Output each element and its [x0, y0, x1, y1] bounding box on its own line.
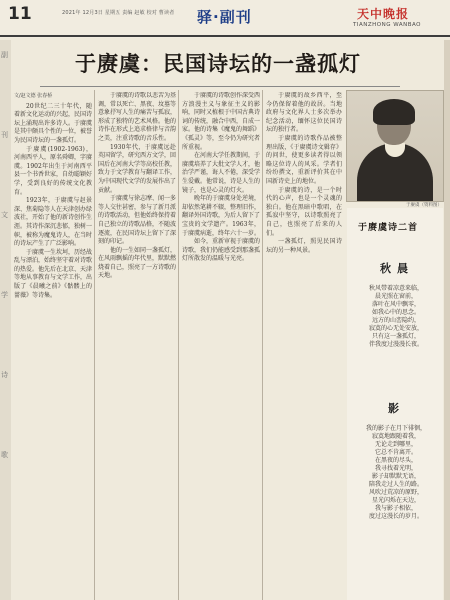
- paragraph: 于赓虞一生坎坷，历经战乱与漂泊，始终坚守着对诗歌的热爱。他先后在北京、天津等地从事教育与文学工作，出版了《晨曦之前》《骷髅上的蔷薇》等诗集。: [14, 248, 92, 299]
- poem-line: 无论走到哪里，: [374, 441, 417, 448]
- paragraph: 1923年，于赓虞与赵景深、焦菊隐等人在天津创办绿波社，开始了他的新诗创作生涯。其诗作深沉悲郁，独树一帜，被称为魔鬼诗人，在当时的诗坛产生了广泛影响。: [14, 197, 92, 248]
- paragraph: 于赓虞的故乡西平，至今仍保留着他的故居。当地政府与文化界人士多次举办纪念活动，缅怀这位民国诗坛的独行者。: [266, 92, 342, 134]
- page-number: 11: [8, 4, 32, 24]
- paper-name: 天中晚报: [357, 7, 410, 21]
- poem-line: 晨光照在窗前，: [374, 293, 417, 300]
- poem-line: 寂寞的心无处安放，: [368, 325, 423, 332]
- poem-line: 风吹过荒凉的原野，: [368, 489, 423, 496]
- paragraph: 于赓虞与徐志摩、闻一多等人交往甚密，参与了新月派的诗歌活动，但他始终保持着自己独立的诗歌品格，不随波逐流，在民国诗坛上留下了深刻的印记。: [98, 195, 176, 246]
- paragraph: 于赓虞的诗歌作品被整理出版，《于赓虞诗文辑存》的问世，使更多读者得以领略这位诗人的风采。学者们纷纷撰文，重新评价其在中国新诗史上的地位。: [266, 134, 342, 185]
- poem1-body: [354, 285, 438, 349]
- poem-line: 星光闪烁在天边，: [371, 497, 420, 504]
- poem2-title: 影: [388, 402, 399, 415]
- article-headline: 于赓虞：民国诗坛的一盏孤灯: [75, 52, 361, 76]
- binding-strip: [0, 40, 11, 600]
- column-rule: [94, 90, 95, 600]
- poem-line: 秋风带着凉意来临，: [368, 285, 423, 292]
- headline-rule: [40, 86, 400, 87]
- strip-glyph: 学: [1, 291, 8, 299]
- article-byline: 文/赵文德 张春桥: [14, 93, 53, 99]
- headline-area: [40, 44, 396, 80]
- poem-line: 伴我度过漫漫长夜。: [368, 341, 423, 348]
- strip-glyph: 文: [1, 211, 8, 219]
- section-title: 驿·副刊: [197, 8, 252, 26]
- portrait-hair: [373, 99, 415, 125]
- poem-line: 我的影子在月下徘徊，: [365, 425, 426, 432]
- paragraph: 如今，重新审视于赓虞的诗歌，我们仍能感受到那盏孤灯所散发的温暖与光亮。: [182, 238, 260, 263]
- column-rule: [178, 90, 179, 600]
- article-column-3: [182, 92, 260, 600]
- strip-glyph: 副: [1, 51, 8, 59]
- poem-line: 如我心中的思念。: [371, 309, 420, 316]
- paragraph: 于赓虞的诗歌创作深受西方浪漫主义与象征主义的影响，同时又植根于中国古典诗词的传统，融合中西，自成一家。他的诗集《魔鬼的舞蹈》《孤灵》等，至今仍为研究者所重视。: [182, 92, 260, 151]
- poem-box-title: 于赓虞诗二首: [358, 223, 419, 233]
- photo-caption: 于赓虞（资料图）: [406, 203, 442, 208]
- strip-glyph: 歌: [1, 451, 8, 459]
- poem-line: 影子却默默无语，: [371, 473, 420, 480]
- page-edge: [444, 40, 450, 600]
- paragraph: 一盏孤灯，照见民国诗坛的另一种风景。: [266, 238, 342, 254]
- poem-line: 度过这漫长的岁月。: [368, 513, 423, 520]
- poem-line: 我与影子相依，: [374, 505, 417, 512]
- article-column-2: [98, 92, 176, 600]
- header-rule: [0, 35, 450, 37]
- poem-line: 陪我走过人生的路。: [368, 481, 423, 488]
- poem-line: 落叶在风中飘零，: [371, 301, 420, 308]
- poem-line: 在黑夜的尽头，: [374, 457, 417, 464]
- paragraph: 于赓虞的诗歌以悲苦为基调，常以死亡、黑夜、坟墓等意象抒写人生的痛苦与孤寂，形成了独特的艺术风格。他的诗作在形式上追求格律与音韵之美，注重诗歌的音乐性。: [98, 92, 176, 142]
- poem1-title: 秋晨: [380, 262, 414, 275]
- page-header: [0, 0, 450, 38]
- poem-line: 我寻找着光明，: [374, 465, 417, 472]
- paper-pinyin: TIANZHONG WANBAO: [353, 22, 421, 28]
- paragraph: 晚年的于赓虞身处逆境，却依然笔耕不辍，整理旧作，翻译外国诗歌，为后人留下了宝贵的文学遗产。1963年，于赓虞病逝，终年六十一岁。: [182, 195, 260, 237]
- column-rule: [262, 90, 263, 600]
- poem-line: 只有这一盏孤灯，: [371, 333, 420, 340]
- poem-line: 寂寞地跟随着我，: [371, 433, 420, 440]
- strip-glyph: 诗: [1, 371, 8, 379]
- article-column-1: [14, 92, 92, 600]
- poem-line: 远方的山峦隐约，: [371, 317, 420, 324]
- paragraph: 20世纪二三十年代，随着新文化运动的兴起，民国诗坛上涌现出许多诗人。于赓虞是其中颇具个性的一位，被誉为民国诗坛的一盏孤灯。: [14, 102, 92, 144]
- date-line: 2021年 12月3日 星期五 责编 赵敏 校对 曹读者: [62, 10, 175, 16]
- paragraph: 1930年代，于赓虞远赴英国留学，研究西方文学，回国后在河南大学等高校任教，致力于文学教育与翻译工作，为中国现代文学的发展作出了贡献。: [98, 143, 176, 194]
- article-column-4: [266, 92, 342, 600]
- paragraph: 于赓虞(1902-1963)，河南西平人，原名舜卿，字赓虞。1902年出生于河南西平县一个书香世家，自幼聪颖好学，受到良好的传统文化教育。: [14, 145, 92, 196]
- paragraph: 于赓虞的诗，是一个时代的心声，也是一个灵魂的独白。他在黑暗中歌唱，在孤寂中坚守，以诗歌照亮了自己，也照亮了后来的人们。: [266, 186, 342, 237]
- poem2-body: [354, 425, 438, 521]
- paragraph: 他的一生如同一盏孤灯，在风雨飘摇的年代里，默默燃烧着自己，照亮了一方诗歌的天地。: [98, 246, 176, 280]
- portrait-photo: [346, 90, 444, 202]
- strip-glyph: 刊: [1, 131, 8, 139]
- poem-line: 它总不肯离开。: [374, 449, 417, 456]
- paragraph: 在河南大学任教期间，于赓虞培养了大批文学人才，他治学严谨，诲人不倦，深受学生爱戴。他常说，诗是人生的镜子，也是心灵的灯火。: [182, 152, 260, 194]
